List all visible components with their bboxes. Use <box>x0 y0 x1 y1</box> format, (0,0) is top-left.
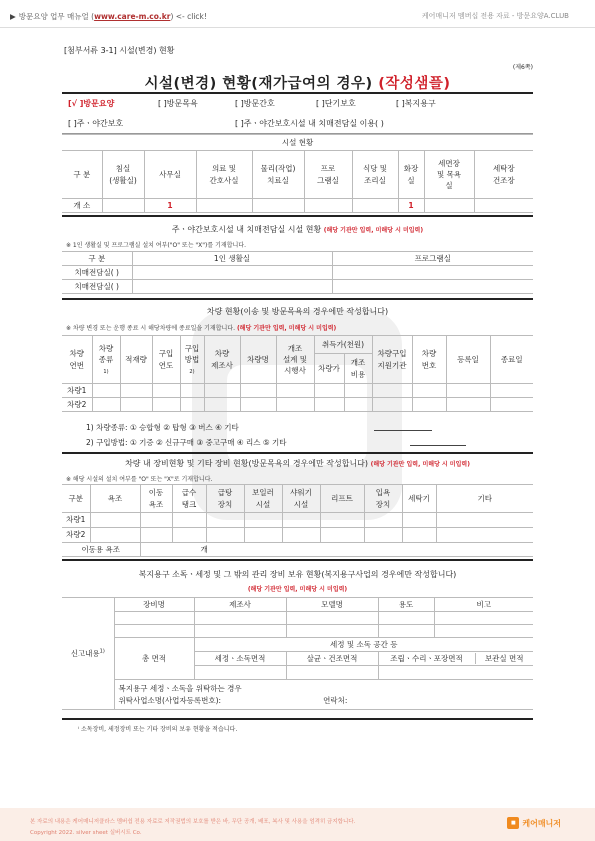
facility-header: 프로 그램실 <box>304 151 352 199</box>
facility-count-label: 개 소 <box>62 199 102 213</box>
check-welfare[interactable]: [ ]복지용구 <box>396 99 436 108</box>
vehicle-header: 개조 설계 및 시행사 <box>276 336 314 384</box>
footer <box>0 808 595 841</box>
vehicle-cell[interactable] <box>204 398 240 412</box>
title-sample: (작성샘플) <box>378 76 451 92</box>
vehicle-cell[interactable] <box>446 384 490 398</box>
vehicle-type-legend: 1) 차량종류: ① 승합형 ② 탑형 ③ 버스 ④ 기타 <box>86 423 239 432</box>
equipment-cell[interactable] <box>364 528 402 543</box>
equipment-header: 보일러 시설 <box>244 485 282 513</box>
delegate-line2: 위탁사업소명(사업자등록번호): 연락처: <box>118 695 348 705</box>
equipment-header: 이동 욕조 <box>140 485 172 513</box>
welfare-footnote: ⁱ 소독장비, 세정장비 또는 기타 장비의 보유 현황을 적습니다. <box>78 726 238 733</box>
page-title <box>0 72 595 93</box>
welfare-col: 장비명 <box>114 598 194 612</box>
equipment-note: ※ 해당 시설의 설치 여부를 "O" 또는 "X"로 기재합니다. <box>66 476 213 483</box>
manual-prefix: 방문요양 업무 매뉴얼 ( <box>18 12 95 21</box>
vehicle-cell[interactable] <box>120 398 152 412</box>
dementia-col-program: 프로그램실 <box>332 252 533 266</box>
equipment-header: 기타 <box>436 485 533 513</box>
manual-link-line <box>10 11 207 22</box>
dementia-cell[interactable] <box>332 266 533 280</box>
vehicle-cell[interactable] <box>372 398 412 412</box>
vehicle-row-label: 차량1 <box>62 384 92 398</box>
dementia-gubun: 구 분 <box>62 252 132 266</box>
vehicle-note: ※ 차량 변경 또는 운행 종료 시 해당차량에 종료일을 기재합니다. (해당 기관만 입력, 미해당 시 미입력) <box>66 325 337 332</box>
check-day-night[interactable]: [ ]주ㆍ야간보호 <box>68 119 124 128</box>
equipment-header: 급수 탱크 <box>172 485 206 513</box>
equipment-header: 세탁기 <box>402 485 436 513</box>
space-col-assembly: 조립ㆍ수리ㆍ포장면적 <box>379 653 476 664</box>
equipment-header: 급탕 장치 <box>206 485 244 513</box>
facility-header: 식당 및 조리실 <box>352 151 398 199</box>
logo-icon: ■ <box>507 817 519 829</box>
rule-facility <box>62 215 533 217</box>
welfare-cell[interactable] <box>434 625 533 638</box>
equipment-cell[interactable] <box>206 513 244 528</box>
welfare-cell[interactable] <box>194 612 286 625</box>
check-short-term[interactable]: [ ]단기보호 <box>316 99 356 108</box>
welfare-section-red: (해당 기관만 입력, 미해당 시 미입력) <box>247 586 348 593</box>
equipment-header: 샤워기 시설 <box>282 485 320 513</box>
facility-count[interactable] <box>102 199 144 213</box>
vehicle-cell[interactable] <box>314 398 344 412</box>
vehicle-cell[interactable] <box>152 384 180 398</box>
equipment-header: 리프트 <box>320 485 364 513</box>
equipment-row-label: 차량2 <box>62 528 90 543</box>
equipment-section-title: 차량 내 장비현황 및 기타 장비 현황(방문목욕의 경우에만 작성합니다) (해당 기관만 입력, 미해당 시 미입력) <box>125 459 470 468</box>
dementia-cell[interactable] <box>332 280 533 294</box>
vehicle-cell[interactable] <box>490 384 533 398</box>
welfare-cell[interactable] <box>378 625 434 638</box>
dementia-row-label: 치매전담실( ) <box>62 266 132 280</box>
space-label: 세정 및 소독 공간 등 <box>194 638 533 652</box>
facility-header: 화장 실 <box>398 151 424 199</box>
vehicle-cell[interactable] <box>372 384 412 398</box>
welfare-col: 모델명 <box>286 598 378 612</box>
vehicle-cell[interactable] <box>152 398 180 412</box>
equipment-cell[interactable] <box>320 513 364 528</box>
equipment-table <box>62 484 533 557</box>
vehicle-cell[interactable] <box>446 398 490 412</box>
welfare-cell[interactable] <box>286 625 378 638</box>
welfare-cell[interactable] <box>286 612 378 625</box>
equipment-cell[interactable] <box>140 513 172 528</box>
equipment-cell[interactable] <box>402 528 436 543</box>
rule-dementia <box>62 298 533 300</box>
vehicle-cell[interactable] <box>92 398 120 412</box>
equipment-cell[interactable] <box>206 528 244 543</box>
welfare-col: 제조사 <box>194 598 286 612</box>
rule-vehicle <box>62 452 533 454</box>
vehicle-header: 구입 연도 <box>152 336 180 384</box>
equipment-cell[interactable] <box>282 513 320 528</box>
space-col: 살균ㆍ건조면적 <box>286 652 378 666</box>
check-bath[interactable]: [ ]방문목욕 <box>158 99 198 108</box>
facility-gubun: 구 분 <box>62 151 102 199</box>
rule-equipment <box>62 559 533 561</box>
vehicle-header: 차량 제조사 <box>204 336 240 384</box>
equipment-cell[interactable] <box>172 513 206 528</box>
equipment-cell[interactable] <box>90 513 140 528</box>
welfare-cell[interactable] <box>114 625 194 638</box>
total-area-label: 총 면적 <box>114 638 194 680</box>
header-divider <box>0 27 595 28</box>
facility-header: 사무실 <box>144 151 196 199</box>
vehicle-header: 차량 번호 <box>412 336 446 384</box>
facility-count[interactable] <box>474 199 533 213</box>
equipment-cell[interactable] <box>402 513 436 528</box>
facility-count[interactable] <box>304 199 352 213</box>
welfare-section-title: 복지용구 소독ㆍ세정 및 그 밖의 관리 장비 보유 현황(복지용구사업의 경우에만 작성합니다) <box>138 570 457 579</box>
space-col <box>378 652 533 666</box>
facility-header: 세면장 및 목욕 실 <box>424 151 474 199</box>
vehicle-cell[interactable] <box>314 384 344 398</box>
delegate-line1: 복지용구 세정ㆍ소독을 위탁하는 경우 <box>118 684 242 694</box>
vehicle-cell[interactable] <box>180 398 204 412</box>
vehicle-table <box>62 335 533 412</box>
equipment-cell[interactable] <box>282 528 320 543</box>
check-dementia[interactable]: [ ]주ㆍ야간보호시설 내 치매전담실 이용( ) <box>235 119 384 128</box>
copyright-warning: 본 자료의 내용은 케어매니저클라스 멤버쉽 전용 자료로 저작권법의 보호를 받은 바, 무단 공개, 배포, 복사 및 사용을 엄격히 금지합니다. <box>30 819 356 825</box>
vehicle-header: 개조 비용 <box>344 354 372 384</box>
facility-table <box>62 134 533 213</box>
dementia-table <box>62 251 533 294</box>
welfare-col: 비고 <box>434 598 533 612</box>
vehicle-cell[interactable] <box>92 384 120 398</box>
equipment-cell[interactable] <box>436 528 533 543</box>
facility-count[interactable] <box>252 199 304 213</box>
dementia-col-room: 1인 생활실 <box>132 252 332 266</box>
care-manager-logo <box>507 817 561 829</box>
dementia-cell[interactable] <box>132 280 332 294</box>
vehicle-header: 차량구입 지원기관 <box>372 336 412 384</box>
vehicle-header: 등록일 <box>446 336 490 384</box>
vehicle-header: 적재량 <box>120 336 152 384</box>
equipment-cell[interactable] <box>364 513 402 528</box>
welfare-col: 용도 <box>378 598 434 612</box>
vehicle-cell[interactable] <box>180 384 204 398</box>
mobile-tub-unit[interactable]: 개 <box>140 543 533 557</box>
equipment-header: 구분 <box>62 485 90 513</box>
vehicle-cell[interactable] <box>276 384 314 398</box>
facility-count[interactable]: 1 <box>398 199 424 213</box>
space-col: 세정ㆍ소독면적 <box>194 652 286 666</box>
vehicle-header: 차량 연번 <box>62 336 92 384</box>
vehicle-cell[interactable] <box>204 384 240 398</box>
rule-welfare <box>62 718 533 720</box>
dementia-note: ※ 1인 생활실 및 프로그램실 설치 여부("O" 또는 "X")를 기재합니다. <box>66 242 246 249</box>
welfare-cell[interactable] <box>434 612 533 625</box>
title-main: 시설(변경) 현황(재가급여의 경우) <box>144 76 373 92</box>
vehicle-header: 차량명 <box>240 336 276 384</box>
vehicle-cell[interactable] <box>120 384 152 398</box>
vehicle-header: 취득가(천원) <box>314 336 372 354</box>
delegate-cell[interactable] <box>114 680 533 710</box>
welfare-cell[interactable] <box>194 625 286 638</box>
blank-line <box>374 430 432 431</box>
welfare-table <box>62 597 533 710</box>
welfare-cell[interactable] <box>114 612 194 625</box>
equipment-cell[interactable] <box>172 528 206 543</box>
facility-count[interactable] <box>196 199 252 213</box>
facility-title: 시설 현황 <box>62 135 533 151</box>
vehicle-cell[interactable] <box>276 398 314 412</box>
vehicle-header: 차량 종류 1) <box>92 336 120 384</box>
vehicle-row-label: 차량2 <box>62 398 92 412</box>
rule-top <box>62 92 533 94</box>
vehicle-header: 종료일 <box>490 336 533 384</box>
membership-note: 케어매니저 멤버십 전용 자료 - 방문요양A.CLUB <box>421 12 569 20</box>
dementia-cell[interactable] <box>132 266 332 280</box>
attachment-label: [첨부서류 3-1] 시설(변경) 현황 <box>64 46 175 55</box>
equipment-cell[interactable] <box>320 528 364 543</box>
top-bar <box>0 0 595 30</box>
blank-line <box>410 445 466 446</box>
space-cell[interactable] <box>378 666 533 680</box>
vehicle-cell[interactable] <box>240 398 276 412</box>
vehicle-header: 차량가 <box>314 354 344 384</box>
facility-header: 침실 (생활실) <box>102 151 144 199</box>
form-number: (제6쪽) <box>512 64 533 71</box>
space-cell[interactable] <box>286 666 378 680</box>
logo-text: 케어매니저 <box>522 818 561 828</box>
check-nursing[interactable]: [ ]방문간호 <box>235 99 275 108</box>
vehicle-section-title: 차량 현황(이송 및 방문목욕의 경우에만 작성합니다) <box>206 307 389 316</box>
facility-header: 물리(작업) 치료실 <box>252 151 304 199</box>
vehicle-cell[interactable] <box>344 398 372 412</box>
copyright-line: Copyright 2022. silver sheet 실버시트 Co. <box>30 830 142 836</box>
vehicle-cell[interactable] <box>344 384 372 398</box>
mobile-tub-label: 이동용 욕조 <box>62 543 140 557</box>
vehicle-cell[interactable] <box>412 398 446 412</box>
equipment-header: 욕조 <box>90 485 140 513</box>
welfare-cell[interactable] <box>378 612 434 625</box>
equipment-cell[interactable] <box>90 528 140 543</box>
equipment-cell[interactable] <box>244 528 282 543</box>
report-label: 신고내용$^{1)}$ <box>62 598 114 710</box>
equipment-cell[interactable] <box>244 513 282 528</box>
triangle-icon: ▶ <box>10 12 16 21</box>
vehicle-cell[interactable] <box>490 398 533 412</box>
equipment-row-label: 차량1 <box>62 513 90 528</box>
vehicle-method-legend: 2) 구입방법: ① 기증 ② 신규구매 ③ 중고구매 ④ 리스 ⑤ 기타 <box>86 438 287 447</box>
manual-suffix: ) <- click! <box>170 12 207 21</box>
manual-link[interactable]: www.care-m.co.kr <box>94 12 171 21</box>
equipment-cell[interactable] <box>140 528 172 543</box>
facility-header: 세탁장 건조장 <box>474 151 533 199</box>
space-col-storage: 보관실 면적 <box>484 653 524 663</box>
space-cell[interactable] <box>194 666 286 680</box>
dementia-section-title: 주ㆍ야간보호시설 내 치매전담실 시설 현황 (해당 기관만 입력, 미해당 시 미입력) <box>171 225 424 234</box>
equipment-header: 입욕 장치 <box>364 485 402 513</box>
facility-count[interactable]: 1 <box>144 199 196 213</box>
facility-count[interactable] <box>424 199 474 213</box>
equipment-cell[interactable] <box>436 513 533 528</box>
vehicle-cell[interactable] <box>412 384 446 398</box>
facility-header: 의료 및 간호사실 <box>196 151 252 199</box>
vehicle-header: 구입 방법 2) <box>180 336 204 384</box>
vehicle-cell[interactable] <box>240 384 276 398</box>
dementia-row-label: 치매전담실( ) <box>62 280 132 294</box>
facility-count[interactable] <box>352 199 398 213</box>
check-visit-care[interactable]: [√ ]방문요양 <box>68 99 115 108</box>
